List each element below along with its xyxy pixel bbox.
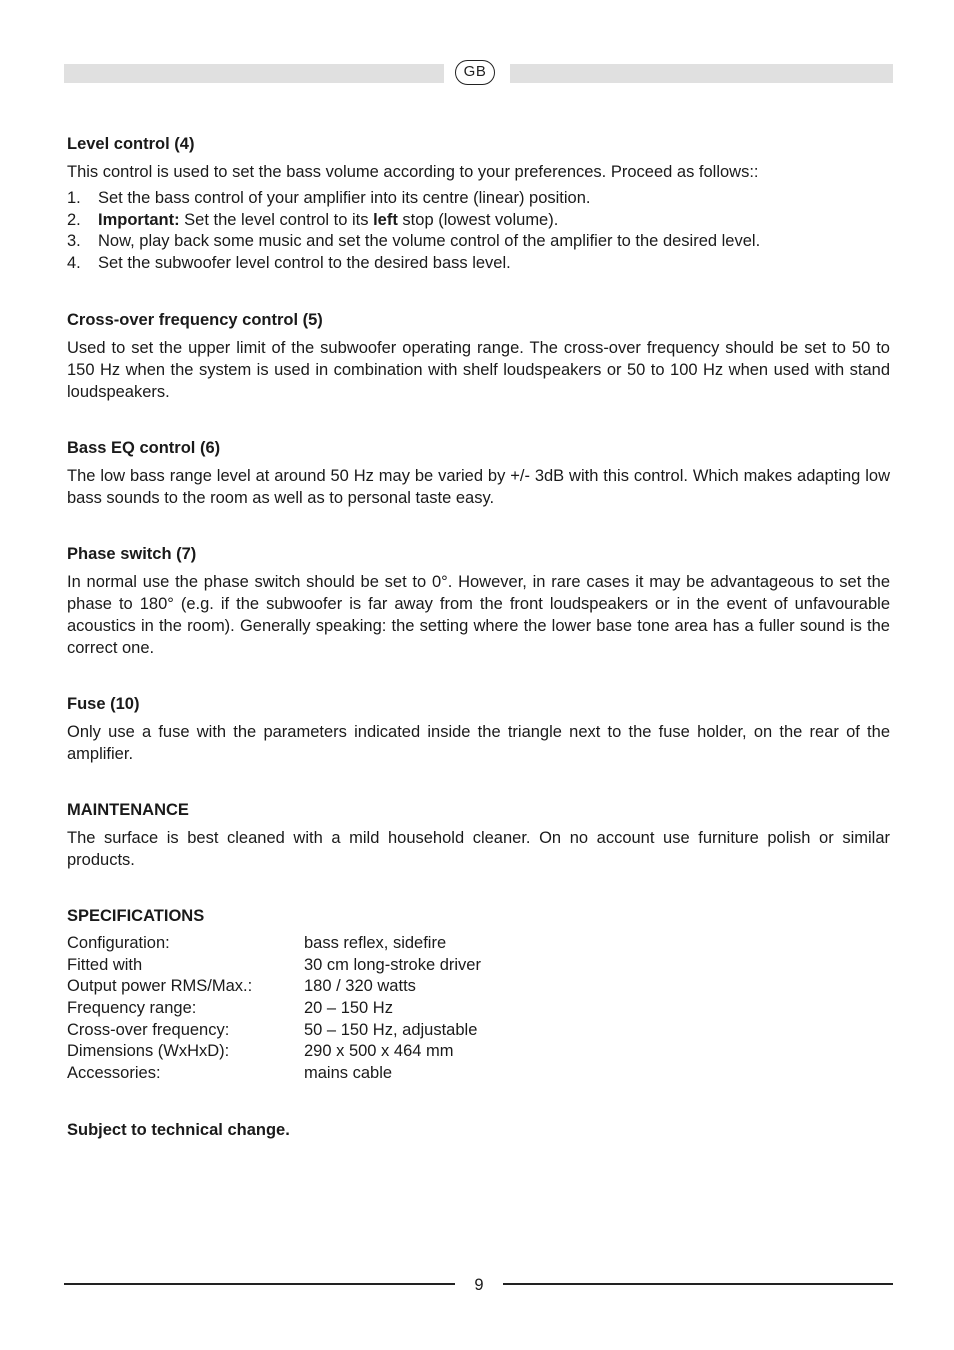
specs-table: [67, 933, 481, 1085]
table-row: [67, 955, 481, 977]
spec-label: Cross-over frequency:: [67, 1020, 230, 1039]
section-title: Fuse (10): [67, 694, 140, 713]
section-phase-switch: [67, 543, 890, 659]
change-notice: Subject to technical change.: [67, 1120, 290, 1139]
section-body: The low bass range level at around 50 Hz may be varied by +/- 3dB with this control. Which makes adapting low bass sounds to the room as well as to personal taste easy.: [67, 466, 890, 507]
spec-value: 290 x 500 x 464 mm: [304, 1042, 454, 1061]
section-crossover: [67, 309, 890, 403]
spec-value: mains cable: [304, 1064, 393, 1083]
step-text: [98, 210, 558, 232]
spec-value: 20 – 150 Hz: [304, 998, 393, 1017]
important-label: Important:: [98, 210, 180, 229]
spec-label: Output power RMS/Max.:: [67, 977, 253, 996]
header-bar-right: [510, 64, 893, 83]
spec-label: Configuration:: [67, 933, 170, 952]
table-row: [67, 1020, 481, 1042]
section-note: [67, 1119, 890, 1141]
spec-value: 180 / 320 watts: [304, 977, 416, 996]
section-title: Cross-over frequency control (5): [67, 310, 323, 329]
list-item: [67, 253, 890, 275]
footer-rule-right: [503, 1283, 893, 1285]
section-bass-eq: [67, 437, 890, 509]
emphasis-word: left: [373, 210, 398, 229]
spec-label: Accessories:: [67, 1064, 161, 1083]
step-text-part: Set the level control to its: [179, 210, 374, 229]
section-title: SPECIFICATIONS: [67, 906, 205, 925]
section-body: In normal use the phase switch should be set to 0°. However, in rare cases it may be advantageous to set the phase to 180° (e.g. if the subwoofer is far away from the front loudspeakers or in the event of unfavourable acoustics in the room). Generally speaking: the setting where the lower base tone area has a fuller sound is the correct one.: [67, 572, 890, 657]
table-row: [67, 1063, 481, 1085]
section-title: Phase switch (7): [67, 544, 197, 563]
table-row: [67, 1041, 481, 1063]
steps-list: [67, 188, 890, 275]
section-body: The surface is best cleaned with a mild household cleaner. On no account use furniture polish or similar products.: [67, 828, 890, 869]
table-row: [67, 976, 481, 998]
page-number: 9: [474, 1276, 484, 1294]
footer-rule-left: [64, 1283, 455, 1285]
step-number: 2.: [67, 210, 81, 229]
spec-label: Frequency range:: [67, 998, 197, 1017]
section-intro: This control is used to set the bass volume according to your preferences. Proceed as follows::: [67, 163, 759, 181]
section-maintenance: [67, 799, 890, 871]
list-item: [67, 231, 890, 253]
spec-value: bass reflex, sidefire: [304, 933, 447, 952]
step-number: 1.: [67, 189, 81, 207]
table-row: [67, 933, 481, 955]
section-title: Bass EQ control (6): [67, 438, 221, 457]
header-bar-left: [64, 64, 444, 83]
spec-value: 30 cm long-stroke driver: [304, 955, 481, 974]
step-text-part: stop (lowest volume).: [397, 210, 559, 229]
section-specifications: [67, 905, 890, 1085]
section-fuse: [67, 693, 890, 765]
section-title: Level control (4): [67, 135, 195, 153]
spec-label: Dimensions (WxHxD):: [67, 1042, 230, 1061]
spec-value: 50 – 150 Hz, adjustable: [304, 1020, 478, 1039]
step-number: 3.: [67, 232, 81, 251]
step-text: Now, play back some music and set the volume control of the amplifier to the desired level.: [98, 232, 761, 251]
page-content: [67, 133, 890, 1175]
section-body: Used to set the upper limit of the subwoofer operating range. The cross-over frequency should be set to 50 to 150 Hz when the system is used in combination with shelf loudspeakers or 50 to 100 Hz when used with stand loudspeakers.: [67, 338, 890, 401]
step-text: Set the bass control of your amplifier into its centre (linear) position.: [98, 189, 591, 207]
list-item: [67, 188, 890, 210]
list-item: [67, 210, 890, 232]
language-badge: GB: [455, 60, 495, 85]
table-row: [67, 998, 481, 1020]
section-title: MAINTENANCE: [67, 800, 189, 819]
step-text: Set the subwoofer level control to the desired bass level.: [98, 254, 511, 273]
spec-label: Fitted with: [67, 955, 143, 974]
section-body: Only use a fuse with the parameters indicated inside the triangle next to the fuse holder, on the rear of the amplifier.: [67, 722, 890, 763]
step-number: 4.: [67, 254, 81, 273]
section-level-control: [67, 133, 890, 275]
